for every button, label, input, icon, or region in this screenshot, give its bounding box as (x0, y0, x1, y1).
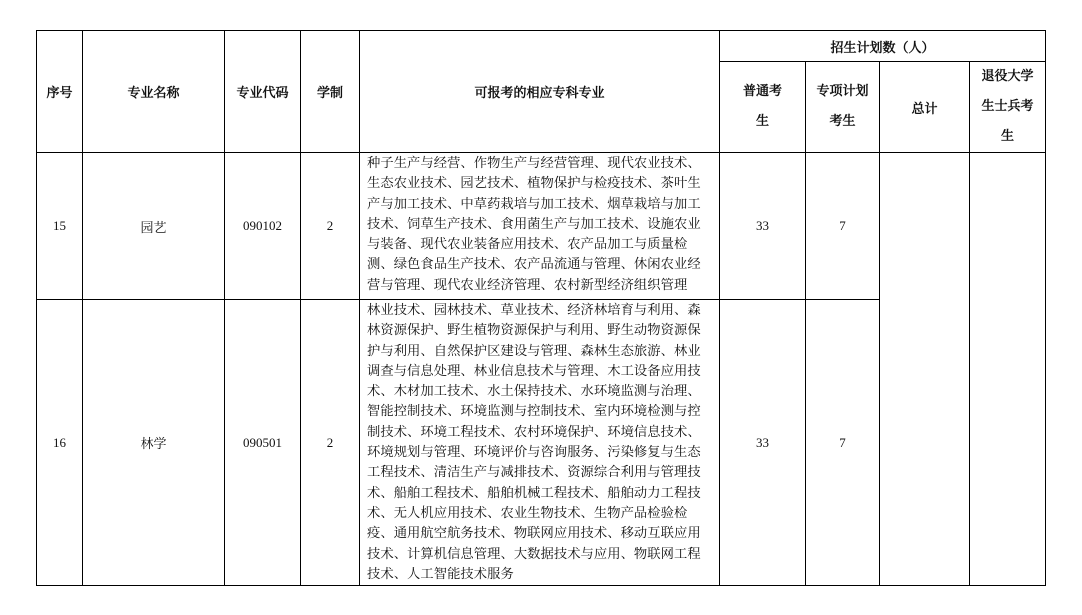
header-seq: 序号 (37, 31, 83, 153)
header-duration: 学制 (301, 31, 360, 153)
cell-special: 7 (806, 153, 880, 300)
header-regular: 普通考生 (720, 62, 806, 153)
cell-major-name: 园艺 (83, 153, 225, 300)
cell-veteran (970, 153, 1046, 586)
cell-seq: 15 (37, 153, 83, 300)
table-row (37, 153, 1046, 300)
header-enrollment-plan: 招生计划数（人） (720, 31, 1046, 62)
header-major-name: 专业名称 (83, 31, 225, 153)
cell-major-code: 090501 (225, 300, 301, 586)
cell-duration: 2 (301, 153, 360, 300)
cell-major-name: 林学 (83, 300, 225, 586)
cell-seq: 16 (37, 300, 83, 586)
cell-related-majors: 种子生产与经营、作物生产与经营管理、现代农业技术、生态农业技术、园艺技术、植物保护与检疫技术、茶叶生产与加工技术、中草药栽培与加工技术、烟草栽培与加工技术、饲草生产技术、食用菌生产与加工技术、设施农业与装备、现代农业装备应用技术、农产品加工与质量检测、绿色食品生产技术、农产品流通与管理、休闲农业经营与管理、现代农业经济管理、农村新型经济组织管理 (360, 153, 720, 300)
cell-total (880, 153, 970, 586)
cell-regular: 33 (720, 300, 806, 586)
header-total: 总计 (880, 62, 970, 153)
header-related-majors: 可报考的相应专科专业 (360, 31, 720, 153)
cell-duration: 2 (301, 300, 360, 586)
cell-major-code: 090102 (225, 153, 301, 300)
header-special: 专项计划考生 (806, 62, 880, 153)
enrollment-plan-table (36, 30, 1046, 586)
cell-related-majors: 林业技术、园林技术、草业技术、经济林培育与利用、森林资源保护、野生植物资源保护与利用、野生动物资源保护与利用、自然保护区建设与管理、森林生态旅游、林业调查与信息处理、林业信息技术与管理、木工设备应用技术、木材加工技术、水土保持技术、水环境监测与治理、智能控制技术、环境监测与控制技术、室内环境检测与控制技术、环境工程技术、农村环境保护、环境信息技术、环境规划与管理、环境评价与咨询服务、污染修复与生态工程技术、清洁生产与减排技术、资源综合利用与管理技术、船舶工程技术、船舶机械工程技术、船舶动力工程技术、无人机应用技术、农业生物技术、生物产品检验检疫、通用航空航务技术、物联网应用技术、移动互联应用技术、计算机信息管理、大数据技术与应用、物联网工程技术、人工智能技术服务 (360, 300, 720, 586)
cell-regular: 33 (720, 153, 806, 300)
header-major-code: 专业代码 (225, 31, 301, 153)
header-veteran: 退役大学生士兵考生 (970, 62, 1046, 153)
cell-special: 7 (806, 300, 880, 586)
